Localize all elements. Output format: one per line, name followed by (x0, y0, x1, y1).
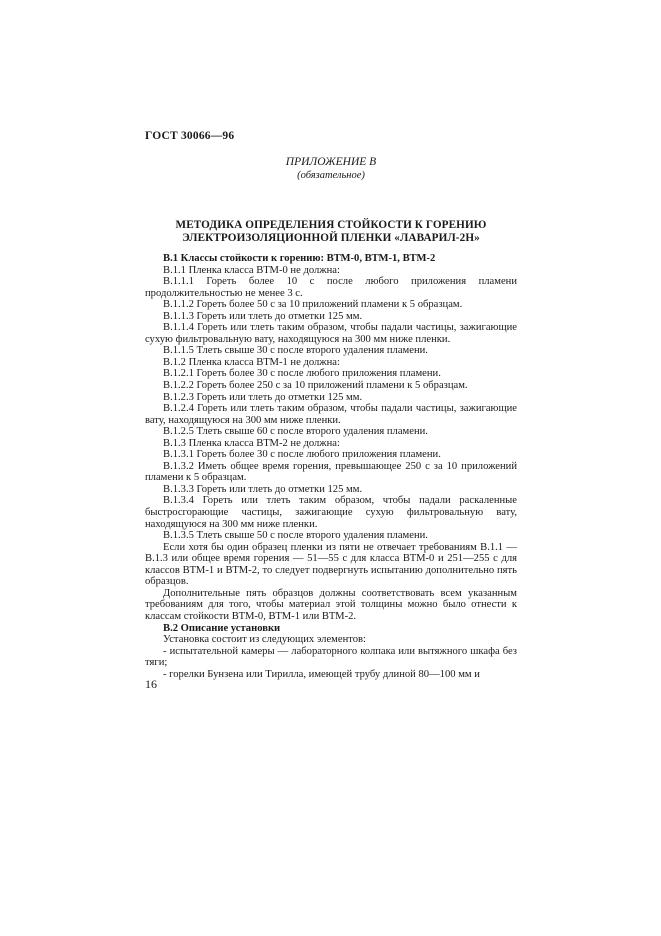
paragraph: В.1.1 Пленка класса ВТМ-0 не должна: (163, 264, 340, 276)
paragraph: В.1.2 Пленка класса ВТМ-1 не должна: (163, 356, 340, 368)
paragraph: Дополнительные пять образцов должны соответствовать всем указанным требованиям для того, чтобы материал этой толщины можно было отнести к классам стойкости ВТМ-0, ВТМ-1 или ВТМ-2. (145, 587, 517, 622)
page-number: 16 (145, 677, 157, 691)
paragraph: В.1.3.3 Гореть или тлеть до отметки 125 мм. (163, 483, 363, 495)
paragraph: Установка состоит из следующих элементов: (163, 634, 366, 646)
paragraph: В.1.3.2 Иметь общее время горения, превышающее 250 с за 10 приложений пламени к 5 образцам. (145, 460, 517, 484)
paragraph: В.1.1.4 Гореть или тлеть таким образом, чтобы падали частицы, зажигающие сухую фильтровальную вату, находящуюся на 300 мм ниже пленки. (145, 322, 517, 345)
paragraph: В.1.2.2 Гореть более 250 с за 10 приложений пламени к 5 образцам. (163, 380, 468, 392)
appendix-title: ПРИЛОЖЕНИЕ В (285, 156, 377, 168)
section-title-line-2: ЭЛЕКТРОИЗОЛЯЦИОННОЙ ПЛЕНКИ «ЛАВАРИЛ-2Н» (182, 231, 480, 244)
paragraph: В.1.1.5 Тлеть свыше 30 с после второго удаления пламени. (163, 345, 428, 357)
paragraph: В.1.3.5 Тлеть свыше 50 с после второго удаления пламени. (163, 530, 428, 542)
paragraph: В.1.2.1 Гореть более 30 с после любого приложения пламени. (163, 368, 441, 380)
paragraph: В.1.3.1 Гореть более 30 с после любого приложения пламени. (163, 449, 441, 461)
body-text (145, 253, 517, 680)
paragraph: В.1.2.4 Гореть или тлеть таким образом, чтобы падали частицы, зажигающие вату, находящуюся на 300 мм ниже пленки. (145, 403, 517, 426)
paragraph: В.1.2.3 Гореть или тлеть до отметки 125 мм. (163, 391, 363, 403)
paragraph: В.1.3 Пленка класса ВТМ-2 не должна: (163, 437, 340, 449)
section-title (145, 219, 517, 244)
heading-b1: В.1 Классы стойкости к горению: ВТМ-0, ВТМ-1, ВТМ-2 (163, 253, 436, 264)
appendix-heading (145, 156, 517, 182)
paragraph: В.1.2.5 Тлеть свыше 60 с после второго удаления пламени. (163, 426, 428, 438)
paragraph: В.1.3.4 Гореть или тлеть таким образом, чтобы падали раскаленные быстросгорающие частицы, зажигающие сухую фильтровальную вату, находящуюся на 300 мм ниже пленки. (145, 495, 517, 530)
paragraph: Если хотя бы один образец пленки из пяти не отвечает требованиям В.1.1 — В.1.3 или общее время горения — 51—55 с для класса ВТМ-0 и 251—255 с для классов ВТМ-1 и ВТМ-2, то следует подвергнуть испытанию дополнительно пять образцов. (145, 541, 517, 588)
list-item: - испытательной камеры — лабораторного колпака или вытяжного шкафа без тяги; (145, 645, 517, 669)
paragraph: В.1.1.2 Гореть более 50 с за 10 приложений пламени к 5 образцам. (163, 299, 463, 311)
heading-b2: В.2 Описание установки (163, 622, 281, 634)
section-title-line-1: МЕТОДИКА ОПРЕДЕЛЕНИЯ СТОЙКОСТИ К ГОРЕНИЮ (175, 219, 487, 231)
list-item: - горелки Бунзена или Тирилла, имеющей трубу длиной 80—100 мм и (163, 668, 480, 680)
standard-id: ГОСТ 30066—96 (145, 130, 235, 142)
paragraph: В.1.1.3 Гореть или тлеть до отметки 125 мм. (163, 310, 363, 322)
appendix-subtitle: (обязательное) (297, 170, 365, 181)
paragraph: В.1.1.1 Гореть более 10 с после любого приложения пламени продолжительностью не менее 3 с. (145, 276, 517, 299)
